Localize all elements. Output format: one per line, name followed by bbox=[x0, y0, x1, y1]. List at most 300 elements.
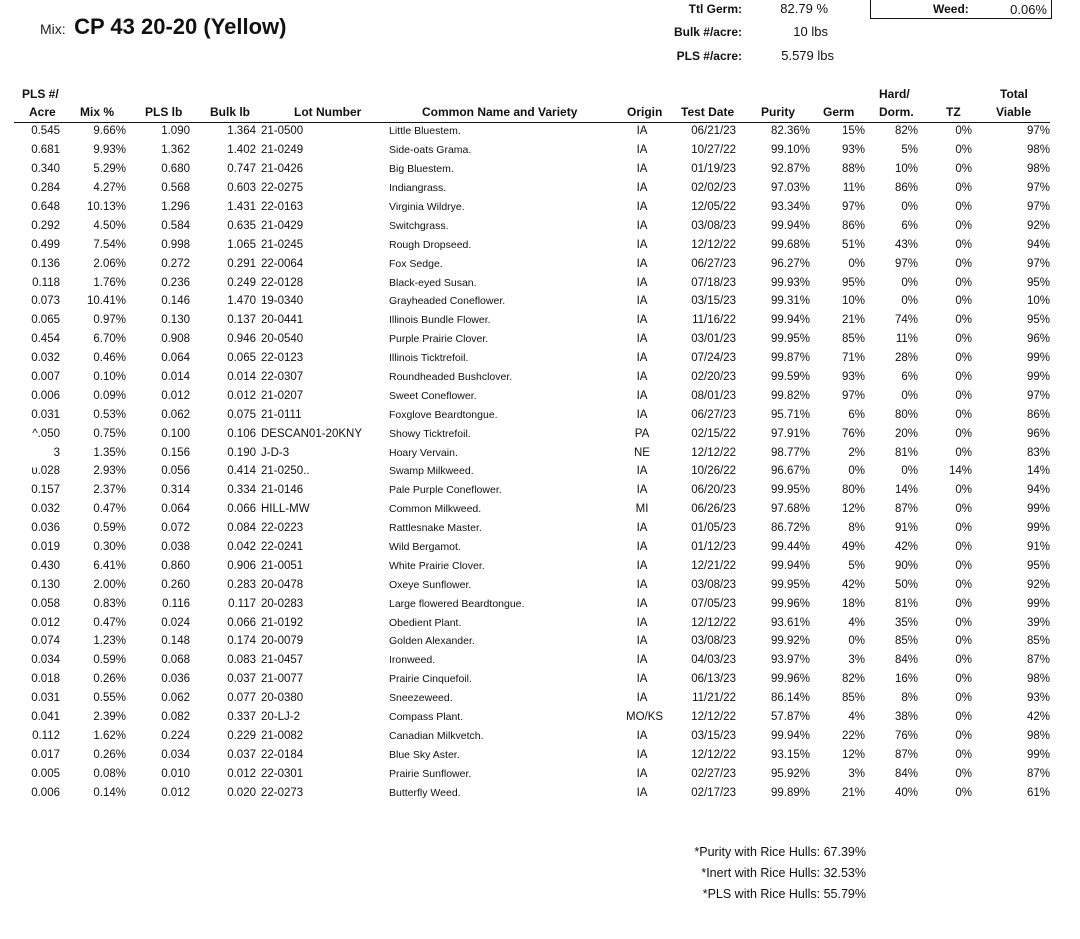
purity-cell: 97.68% bbox=[770, 503, 810, 516]
origin-cell: IA bbox=[636, 729, 648, 742]
common-name-cell: Hoary Vervain. bbox=[389, 446, 458, 459]
common-name-cell: Rattlesnake Master. bbox=[389, 522, 482, 535]
lot-number-cell: 20-0380 bbox=[261, 692, 304, 705]
mix-pct-cell: 0.83% bbox=[93, 597, 126, 610]
bulk-lb-cell: 0.066 bbox=[227, 503, 256, 516]
pls-lb-cell: 0.014 bbox=[161, 371, 190, 384]
test-date-cell: 11/16/22 bbox=[692, 314, 736, 327]
origin-cell: MI bbox=[635, 503, 649, 516]
total-viable-cell: 87% bbox=[1026, 654, 1050, 667]
germ-cell: 0% bbox=[848, 635, 865, 648]
origin-cell: IA bbox=[636, 616, 648, 629]
germ-cell: 93% bbox=[841, 371, 865, 384]
bulk-lb-cell: 0.635 bbox=[227, 219, 256, 232]
origin-cell: NE bbox=[634, 446, 650, 459]
bulk-lb-cell: 0.014 bbox=[227, 371, 256, 384]
pls-acre-cell: 0.130 bbox=[31, 578, 60, 591]
test-date-cell: 10/26/22 bbox=[691, 465, 736, 478]
table-row bbox=[14, 443, 1050, 462]
pls-lb-cell: 0.272 bbox=[161, 257, 190, 270]
tz-cell: 0% bbox=[955, 163, 972, 176]
hard-dorm-cell: 43% bbox=[894, 238, 918, 251]
table-row bbox=[14, 651, 1050, 670]
col-tz: TZ bbox=[946, 105, 961, 119]
pls-lb-cell: 0.148 bbox=[161, 635, 190, 648]
tz-cell: 0% bbox=[955, 182, 972, 195]
origin-cell: IA bbox=[636, 125, 648, 138]
pls-lb-cell: 0.072 bbox=[161, 522, 190, 535]
hard-dorm-cell: 81% bbox=[894, 597, 918, 610]
pls-lb-cell: 0.012 bbox=[161, 786, 190, 799]
hard-dorm-cell: 97% bbox=[894, 257, 918, 270]
table-row bbox=[14, 122, 1050, 141]
table-row bbox=[14, 764, 1050, 783]
germ-cell: 4% bbox=[848, 711, 865, 724]
bulk-lb-cell: 0.020 bbox=[227, 786, 256, 799]
common-name-cell: Prairie Sunflower. bbox=[389, 767, 472, 780]
purity-cell: 99.68% bbox=[770, 238, 810, 251]
pls-lb-cell: 0.010 bbox=[161, 767, 190, 780]
purity-cell: 99.87% bbox=[770, 352, 810, 365]
tz-cell: 0% bbox=[955, 767, 972, 780]
pls-lb-cell: 0.236 bbox=[161, 276, 190, 289]
table-row bbox=[14, 386, 1050, 405]
common-name-cell: Purple Prairie Clover. bbox=[389, 333, 489, 346]
pls-acre-cell: 0.006 bbox=[31, 389, 60, 402]
pls-lb-cell: 1.090 bbox=[161, 125, 190, 138]
lot-number-cell: 20-0441 bbox=[261, 314, 304, 327]
pls-lb-cell: 0.068 bbox=[161, 654, 190, 667]
total-viable-cell: 39% bbox=[1026, 616, 1050, 629]
purity-cell: 95.71% bbox=[770, 408, 810, 421]
purity-cell: 99.92% bbox=[770, 635, 810, 648]
table-row bbox=[14, 519, 1050, 538]
purity-cell: 99.44% bbox=[770, 541, 810, 554]
pls-acre-label: PLS #/acre: bbox=[676, 49, 742, 63]
test-date-cell: 02/02/23 bbox=[691, 182, 736, 195]
total-viable-cell: 99% bbox=[1026, 352, 1050, 365]
common-name-cell: Black-eyed Susan. bbox=[389, 276, 477, 289]
mix-pct-cell: 2.00% bbox=[93, 578, 126, 591]
mix-name: CP 43 20-20 (Yellow) bbox=[74, 14, 287, 39]
total-viable-cell: 98% bbox=[1026, 673, 1050, 686]
pls-acre-cell: 0.681 bbox=[31, 144, 60, 157]
total-viable-cell: 99% bbox=[1026, 597, 1050, 610]
table-row bbox=[14, 424, 1050, 443]
common-name-cell: Canadian Milkvetch. bbox=[389, 729, 484, 742]
origin-cell: IA bbox=[636, 295, 648, 308]
total-viable-cell: 97% bbox=[1026, 257, 1050, 270]
hard-dorm-cell: 81% bbox=[894, 446, 918, 459]
origin-cell: IA bbox=[636, 389, 648, 402]
pls-lb-cell: 0.680 bbox=[161, 163, 190, 176]
col-pls-acre-line2: Acre bbox=[29, 105, 56, 119]
test-date-cell: 12/12/22 bbox=[691, 238, 736, 251]
purity-cell: 99.94% bbox=[770, 314, 810, 327]
origin-cell: IA bbox=[636, 257, 648, 270]
purity-cell: 99.82% bbox=[770, 389, 810, 402]
purity-cell: 98.77% bbox=[770, 446, 810, 459]
common-name-cell: Big Bluestem. bbox=[389, 163, 454, 176]
purity-cell: 99.89% bbox=[770, 786, 810, 799]
lot-number-cell: 21-0111 bbox=[261, 408, 302, 421]
purity-cell: 99.95% bbox=[770, 578, 810, 591]
germ-cell: 76% bbox=[841, 427, 865, 440]
germ-cell: 22% bbox=[841, 729, 865, 742]
pls-lb-cell: 0.056 bbox=[161, 465, 190, 478]
mix-pct-cell: 0.08% bbox=[93, 767, 126, 780]
tz-cell: 0% bbox=[955, 352, 972, 365]
col-mix-pct: Mix % bbox=[80, 105, 115, 119]
germ-cell: 88% bbox=[841, 163, 865, 176]
test-date-cell: 10/27/22 bbox=[691, 144, 736, 157]
col-germ: Germ bbox=[823, 105, 855, 119]
common-name-cell: Fox Sedge. bbox=[389, 257, 443, 270]
origin-cell: IA bbox=[636, 163, 648, 176]
common-name-cell: Sneezeweed. bbox=[389, 692, 453, 705]
table-row bbox=[14, 254, 1050, 273]
hard-dorm-cell: 86% bbox=[894, 182, 918, 195]
germ-cell: 97% bbox=[841, 201, 865, 213]
pls-lb-cell: 0.064 bbox=[161, 352, 190, 365]
hard-dorm-cell: 6% bbox=[901, 219, 918, 232]
table-row bbox=[14, 708, 1050, 727]
col-origin: Origin bbox=[627, 105, 663, 119]
pls-lb-cell: 0.156 bbox=[161, 446, 190, 459]
purity-cell: 96.27% bbox=[770, 257, 810, 270]
test-date-cell: 07/18/23 bbox=[691, 276, 736, 289]
table-row bbox=[14, 273, 1050, 292]
purity-cell: 99.94% bbox=[770, 219, 810, 232]
germ-cell: 71% bbox=[841, 352, 865, 365]
bulk-lb-cell: 0.291 bbox=[227, 257, 256, 270]
pls-lb-cell: 1.296 bbox=[161, 201, 190, 213]
hard-dorm-cell: 10% bbox=[894, 163, 918, 176]
total-viable-cell: 98% bbox=[1026, 163, 1050, 176]
hard-dorm-cell: 14% bbox=[894, 484, 918, 497]
table-row bbox=[14, 727, 1050, 746]
tz-cell: 0% bbox=[955, 333, 972, 346]
weed-box bbox=[870, 0, 1052, 19]
pls-acre-cell: 3 bbox=[53, 446, 60, 459]
lot-number-cell: 21-0249 bbox=[261, 144, 304, 157]
total-viable-cell: 96% bbox=[1026, 333, 1050, 346]
origin-cell: IA bbox=[636, 673, 648, 686]
pls-acre-cell: 0.284 bbox=[31, 182, 60, 195]
mix-pct-cell: 0.30% bbox=[93, 541, 126, 554]
origin-cell: IA bbox=[636, 201, 648, 213]
lot-number-cell: 21-0245 bbox=[261, 238, 304, 251]
pls-lb-cell: 0.908 bbox=[161, 333, 190, 346]
mix-pct-cell: 2.39% bbox=[93, 711, 126, 724]
total-viable-cell: 99% bbox=[1026, 371, 1050, 384]
hard-dorm-cell: 5% bbox=[901, 144, 918, 157]
total-viable-cell: 83% bbox=[1026, 446, 1050, 459]
total-viable-cell: 99% bbox=[1026, 748, 1050, 761]
test-date-cell: 02/27/23 bbox=[691, 767, 736, 780]
test-date-cell: 03/08/23 bbox=[691, 635, 736, 648]
hard-dorm-cell: 87% bbox=[894, 503, 918, 516]
test-date-cell: 08/01/23 bbox=[691, 389, 736, 402]
pls-lb-cell: 0.116 bbox=[162, 597, 190, 610]
pls-acre-cell: υ.028 bbox=[31, 465, 60, 478]
col-test-date: Test Date bbox=[681, 105, 735, 119]
common-name-cell: Little Bluestem. bbox=[389, 125, 461, 138]
pls-acre-cell: 0.041 bbox=[31, 711, 60, 724]
lot-number-cell: 21-0077 bbox=[261, 673, 304, 686]
germ-cell: 5% bbox=[848, 559, 865, 572]
pls-lb-cell: 0.012 bbox=[161, 389, 190, 402]
hard-dorm-cell: 35% bbox=[894, 616, 918, 629]
test-date-cell: 01/19/23 bbox=[691, 163, 736, 176]
total-viable-cell: 95% bbox=[1026, 314, 1050, 327]
mix-pct-cell: 0.59% bbox=[93, 654, 126, 667]
origin-cell: IA bbox=[636, 578, 648, 591]
germ-cell: 2% bbox=[848, 446, 865, 459]
mix-pct-cell: 0.55% bbox=[93, 692, 126, 705]
lot-number-cell: 22-0241 bbox=[261, 541, 304, 554]
total-viable-cell: 99% bbox=[1026, 503, 1050, 516]
tz-cell: 0% bbox=[955, 692, 972, 705]
table-row bbox=[14, 689, 1050, 708]
lot-number-cell: 21-0500 bbox=[261, 125, 304, 138]
bulk-lb-cell: 0.337 bbox=[227, 711, 256, 724]
pls-acre-cell: 0.017 bbox=[31, 748, 60, 761]
bulk-lb-cell: 0.117 bbox=[228, 597, 256, 610]
lot-number-cell: 22-0128 bbox=[261, 276, 304, 289]
germ-cell: 21% bbox=[841, 314, 865, 327]
pls-lb-cell: 0.130 bbox=[161, 314, 190, 327]
lot-number-cell: 22-0301 bbox=[261, 767, 304, 780]
bulk-lb-cell: 0.906 bbox=[227, 559, 256, 572]
purity-cell: 92.87% bbox=[770, 163, 810, 176]
bulk-lb-cell: 0.065 bbox=[227, 352, 256, 365]
lot-number-cell: 20-LJ-2 bbox=[261, 711, 300, 724]
bulk-lb-cell: 1.470 bbox=[227, 295, 256, 308]
total-viable-cell: 97% bbox=[1026, 182, 1050, 195]
total-viable-cell: 86% bbox=[1026, 408, 1050, 421]
pls-acre-cell: 0.018 bbox=[31, 673, 60, 686]
common-name-cell: Common Milkweed. bbox=[389, 503, 482, 516]
test-date-cell: 06/27/23 bbox=[691, 257, 736, 270]
hard-dorm-cell: 84% bbox=[894, 767, 918, 780]
mix-pct-cell: 2.06% bbox=[93, 257, 126, 270]
purity-cell: 96.67% bbox=[770, 465, 810, 478]
germ-cell: 51% bbox=[841, 238, 865, 251]
total-viable-cell: 92% bbox=[1026, 578, 1050, 591]
hard-dorm-cell: 11% bbox=[895, 333, 918, 346]
origin-cell: IA bbox=[636, 352, 648, 365]
origin-cell: IA bbox=[636, 182, 648, 195]
bulk-lb-cell: 0.283 bbox=[227, 578, 256, 591]
lot-number-cell: J-D-3 bbox=[261, 446, 290, 459]
lot-number-cell: HILL-MW bbox=[261, 503, 310, 516]
pls-acre-cell: 0.074 bbox=[31, 635, 60, 648]
bulk-lb-cell: 0.603 bbox=[227, 182, 256, 195]
tz-cell: 14% bbox=[948, 465, 972, 478]
total-viable-cell: 95% bbox=[1026, 559, 1050, 572]
pls-acre-cell: 0.136 bbox=[31, 257, 60, 270]
origin-cell: IA bbox=[636, 692, 648, 705]
purity-cell: 99.10% bbox=[770, 144, 810, 157]
mix-pct-cell: 0.10% bbox=[93, 371, 126, 384]
table-row bbox=[14, 613, 1050, 632]
pls-acre-cell: 0.031 bbox=[31, 692, 60, 705]
lot-number-cell: 19-0340 bbox=[261, 295, 304, 308]
pls-lb-cell: 0.224 bbox=[161, 729, 190, 742]
table-row bbox=[14, 481, 1050, 500]
lot-number-cell: 21-0051 bbox=[261, 559, 304, 572]
purity-cell: 99.93% bbox=[770, 276, 810, 289]
test-date-cell: 12/12/22 bbox=[691, 616, 736, 629]
germ-cell: 85% bbox=[841, 692, 865, 705]
mix-pct-cell: 0.26% bbox=[93, 748, 126, 761]
pls-lb-cell: 0.062 bbox=[161, 408, 190, 421]
common-name-cell: Grayheaded Coneflower. bbox=[389, 295, 506, 308]
test-date-cell: 06/13/23 bbox=[691, 673, 736, 686]
common-name-cell: Obedient Plant. bbox=[389, 616, 462, 629]
common-name-cell: Blue Sky Aster. bbox=[389, 748, 460, 761]
col-lot-number: Lot Number bbox=[294, 105, 362, 119]
tz-cell: 0% bbox=[955, 257, 972, 270]
tz-cell: 0% bbox=[955, 786, 972, 799]
purity-cell: 86.14% bbox=[770, 692, 810, 705]
bulk-lb-cell: 0.249 bbox=[227, 276, 256, 289]
origin-cell: IA bbox=[636, 748, 648, 761]
germ-cell: 85% bbox=[841, 333, 865, 346]
total-viable-cell: 42% bbox=[1026, 711, 1050, 724]
germ-cell: 10% bbox=[841, 295, 865, 308]
pls-lb-cell: 0.100 bbox=[161, 427, 190, 440]
origin-cell: IA bbox=[636, 559, 648, 572]
total-viable-cell: 97% bbox=[1026, 389, 1050, 402]
germ-cell: 18% bbox=[841, 597, 865, 610]
bulk-acre-label: Bulk #/acre: bbox=[673, 25, 742, 39]
pls-acre-cell: 0.031 bbox=[31, 408, 60, 421]
purity-cell: 86.72% bbox=[770, 522, 810, 535]
bulk-lb-cell: 1.065 bbox=[227, 238, 256, 251]
col-purity: Purity bbox=[761, 105, 796, 119]
total-viable-cell: 97% bbox=[1026, 125, 1050, 138]
hard-dorm-cell: 38% bbox=[894, 711, 918, 724]
germ-cell: 4% bbox=[848, 616, 865, 629]
total-viable-cell: 94% bbox=[1026, 484, 1050, 497]
pls-lb-cell: 0.038 bbox=[161, 541, 190, 554]
hard-dorm-cell: 50% bbox=[894, 578, 918, 591]
purity-cell: 99.94% bbox=[770, 729, 810, 742]
pls-acre-cell: 0.499 bbox=[31, 238, 60, 251]
purity-cell: 99.59% bbox=[770, 371, 810, 384]
pls-acre-cell: 0.058 bbox=[31, 597, 60, 610]
germ-cell: 0% bbox=[848, 257, 865, 270]
hard-dorm-cell: 74% bbox=[894, 314, 918, 327]
table-row bbox=[14, 575, 1050, 594]
origin-cell: IA bbox=[636, 144, 648, 157]
mix-pct-cell: 4.50% bbox=[93, 219, 126, 232]
mix-pct-cell: 7.54% bbox=[93, 238, 126, 251]
col-hard-line2: Dorm. bbox=[879, 105, 914, 119]
origin-cell: IA bbox=[636, 522, 648, 535]
test-date-cell: 03/15/23 bbox=[691, 729, 736, 742]
tz-cell: 0% bbox=[955, 295, 972, 308]
mix-pct-cell: 0.14% bbox=[93, 786, 126, 799]
total-viable-cell: 94% bbox=[1026, 238, 1050, 251]
pls-lb-cell: 1.362 bbox=[161, 144, 190, 157]
hard-dorm-cell: 85% bbox=[894, 635, 918, 648]
hard-dorm-cell: 0% bbox=[901, 201, 918, 213]
purity-cell: 99.95% bbox=[770, 484, 810, 497]
test-date-cell: 06/21/23 bbox=[691, 125, 736, 138]
bulk-lb-cell: 0.334 bbox=[227, 484, 256, 497]
table-row bbox=[14, 179, 1050, 198]
origin-cell: IA bbox=[636, 371, 648, 384]
table-row bbox=[14, 500, 1050, 519]
germ-cell: 86% bbox=[841, 219, 865, 232]
test-date-cell: 06/20/23 bbox=[691, 484, 736, 497]
lot-number-cell: DESCAN01-20KNY bbox=[261, 427, 362, 440]
tz-cell: 0% bbox=[955, 635, 972, 648]
mix-pct-cell: 4.27% bbox=[93, 182, 126, 195]
common-name-cell: Butterfly Weed. bbox=[389, 786, 461, 799]
origin-cell: IA bbox=[636, 333, 648, 346]
mix-pct-cell: 1.76% bbox=[93, 276, 126, 289]
test-date-cell: 03/01/23 bbox=[691, 333, 736, 346]
germ-cell: 3% bbox=[848, 654, 865, 667]
test-date-cell: 01/12/23 bbox=[691, 541, 736, 554]
purity-cell: 57.87% bbox=[770, 711, 810, 724]
purity-cell: 93.97% bbox=[770, 654, 810, 667]
tz-cell: 0% bbox=[955, 654, 972, 667]
germ-cell: 49% bbox=[841, 541, 865, 554]
bulk-lb-cell: 0.084 bbox=[227, 522, 256, 535]
bulk-lb-cell: 0.174 bbox=[227, 635, 256, 648]
pls-lb-cell: 0.260 bbox=[161, 578, 190, 591]
tz-cell: 0% bbox=[955, 201, 972, 213]
test-date-cell: 12/21/22 bbox=[691, 559, 736, 572]
origin-cell: IA bbox=[636, 314, 648, 327]
hard-dorm-cell: 28% bbox=[894, 352, 918, 365]
tz-cell: 0% bbox=[955, 276, 972, 289]
mix-pct-cell: 1.35% bbox=[93, 446, 126, 459]
bulk-lb-cell: 0.106 bbox=[227, 427, 256, 440]
common-name-cell: Sweet Coneflower. bbox=[389, 389, 477, 402]
pls-acre-cell: 0.648 bbox=[31, 201, 60, 213]
tz-cell: 0% bbox=[955, 503, 972, 516]
pls-lb-cell: 0.064 bbox=[161, 503, 190, 516]
common-name-cell: Side-oats Grama. bbox=[389, 144, 472, 157]
mix-pct-cell: 6.41% bbox=[93, 559, 126, 572]
pls-acre-cell: 0.118 bbox=[32, 276, 60, 289]
common-name-cell: Golden Alexander. bbox=[389, 635, 475, 648]
common-name-cell: Compass Plant. bbox=[389, 711, 464, 724]
test-date-cell: 02/17/23 bbox=[691, 786, 736, 799]
tz-cell: 0% bbox=[955, 371, 972, 384]
lot-number-cell: 20-0478 bbox=[261, 578, 304, 591]
origin-cell: IA bbox=[636, 654, 648, 667]
tz-cell: 0% bbox=[955, 729, 972, 742]
test-date-cell: 04/03/23 bbox=[691, 654, 736, 667]
hard-dorm-cell: 0% bbox=[901, 295, 918, 308]
common-name-cell: Foxglove Beardtongue. bbox=[389, 408, 498, 421]
hard-dorm-cell: 82% bbox=[894, 125, 918, 138]
tz-cell: 0% bbox=[955, 748, 972, 761]
test-date-cell: 12/05/22 bbox=[691, 201, 736, 213]
hard-dorm-cell: 80% bbox=[894, 408, 918, 421]
lot-number-cell: 22-0123 bbox=[261, 352, 304, 365]
purity-cell: 93.15% bbox=[770, 748, 810, 761]
pls-acre-cell: 0.073 bbox=[31, 295, 60, 308]
pls-lb-cell: 0.584 bbox=[161, 219, 190, 232]
